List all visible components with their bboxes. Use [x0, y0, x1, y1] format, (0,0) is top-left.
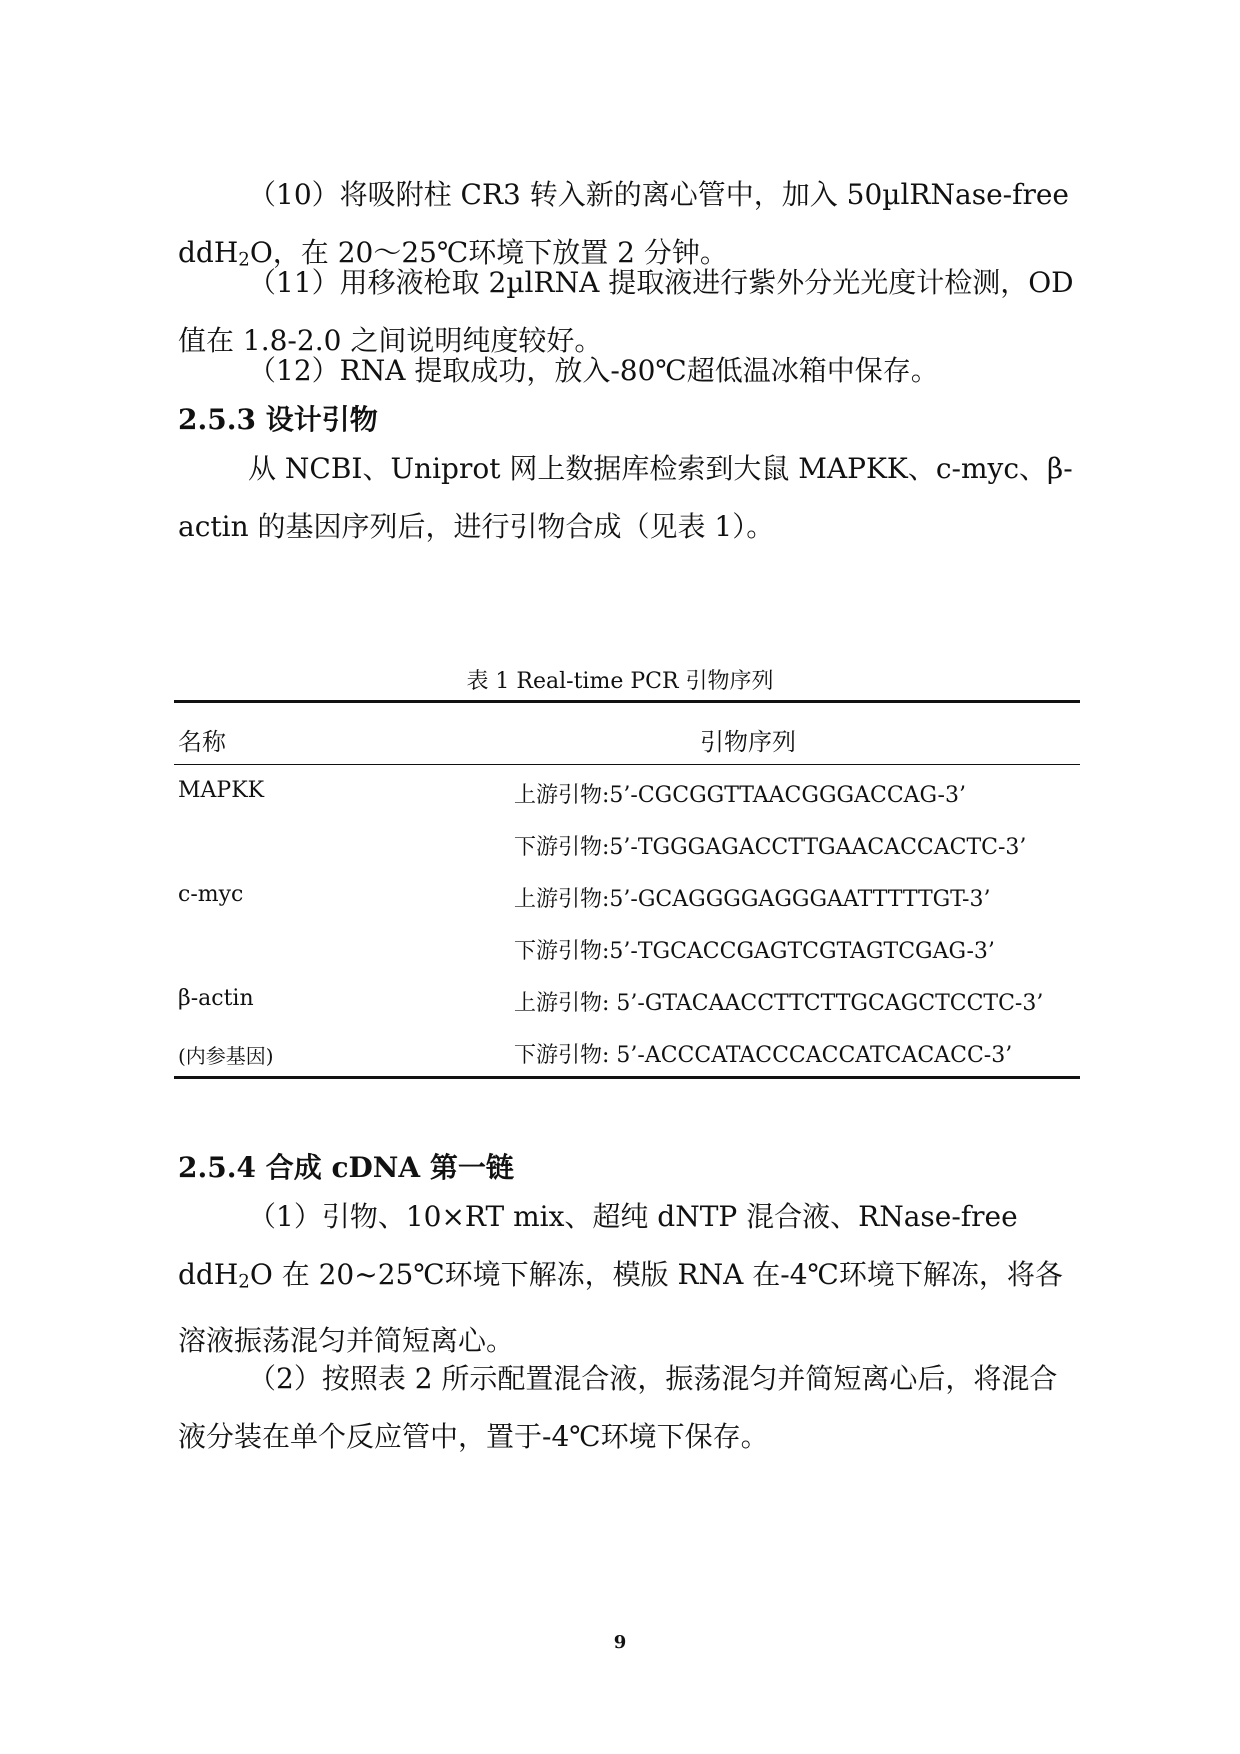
- table-cell-sequence: 下游引物:5’-TGCACCGAGTCGTAGTCGAG-3’: [514, 939, 995, 964]
- table-bottom-rule: [174, 1076, 1080, 1079]
- step-10-text-b: O，在 20～25℃环境下放置 2 分钟。: [249, 236, 728, 269]
- table-cell-sequence: 上游引物:5’-CGCGGTTAACGGGACCAG-3’: [514, 783, 966, 808]
- paragraph-step-12: （12）RNA 提取成功，放入-80℃超低温冰箱中保存。: [248, 354, 939, 387]
- table-cell-name: MAPKK: [178, 778, 265, 803]
- table-top-rule: [174, 700, 1080, 703]
- cdna-step-1-subscript: 2: [238, 1271, 250, 1293]
- paragraph-step-11: （11）用移液枪取 2µlRNA 提取液进行紫外分光光度计检测，OD 值在 1.8-2.0 之间说明纯度较好。: [178, 266, 1074, 357]
- table-cell-name: (内参基因): [178, 1044, 274, 1068]
- table-cell-sequence: 下游引物:5’-TGGGAGACCTTGAACACCACTC-3’: [514, 835, 1027, 860]
- cdna-step-1-text-a: （1）引物、10×RT mix、超纯 dNTP 混合液、RNase-free ddH: [178, 1200, 1018, 1291]
- paragraph-cdna-step-2: （2）按照表 2 所示配置混合液，振荡混匀并简短离心后，将混合液分装在单个反应管中，置于-4℃环境下保存。: [178, 1362, 1058, 1453]
- table-cell-sequence: 上游引物:5’-GCAGGGGAGGGAATTTTTGT-3’: [514, 887, 991, 912]
- paragraph-cdna-step-1: [178, 1188, 1078, 1370]
- table-cell-name: β-actin: [178, 986, 254, 1011]
- step-10-text-a: （10）将吸附柱 CR3 转入新的离心管中，加入 50µlRNase-free ddH: [178, 178, 1069, 269]
- table-cell-sequence: 上游引物: 5’-GTACAACCTTCTTGCAGCTCCTC-3’: [514, 991, 1044, 1016]
- section-heading-2-5-4: 2.5.4 合成 cDNA 第一链: [178, 1151, 514, 1184]
- table-header-rule: [174, 764, 1080, 765]
- table-caption: 表 1 Real-time PCR 引物序列: [466, 669, 774, 694]
- section-heading-2-5-3: 2.5.3 设计引物: [178, 403, 378, 436]
- page-number: 9: [613, 1632, 627, 1653]
- table-header-name: 名称: [178, 728, 226, 756]
- table-cell-sequence: 下游引物: 5’-ACCCATACCCACCATCACACC-3’: [514, 1043, 1013, 1068]
- paragraph-design-primers: 从 NCBI、Uniprot 网上数据库检索到大鼠 MAPKK、c-myc、β-actin 的基因序列后，进行引物合成（见表 1）。: [178, 452, 1073, 543]
- cdna-step-1-text-b: O 在 20~25℃环境下解冻，模版 RNA 在-4℃环境下解冻，将各溶液振荡混匀并简短离心。: [178, 1258, 1063, 1357]
- table-header-sequence: 引物序列: [700, 728, 796, 756]
- step-10-subscript: 2: [238, 249, 250, 271]
- table-cell-name: c-myc: [178, 882, 244, 907]
